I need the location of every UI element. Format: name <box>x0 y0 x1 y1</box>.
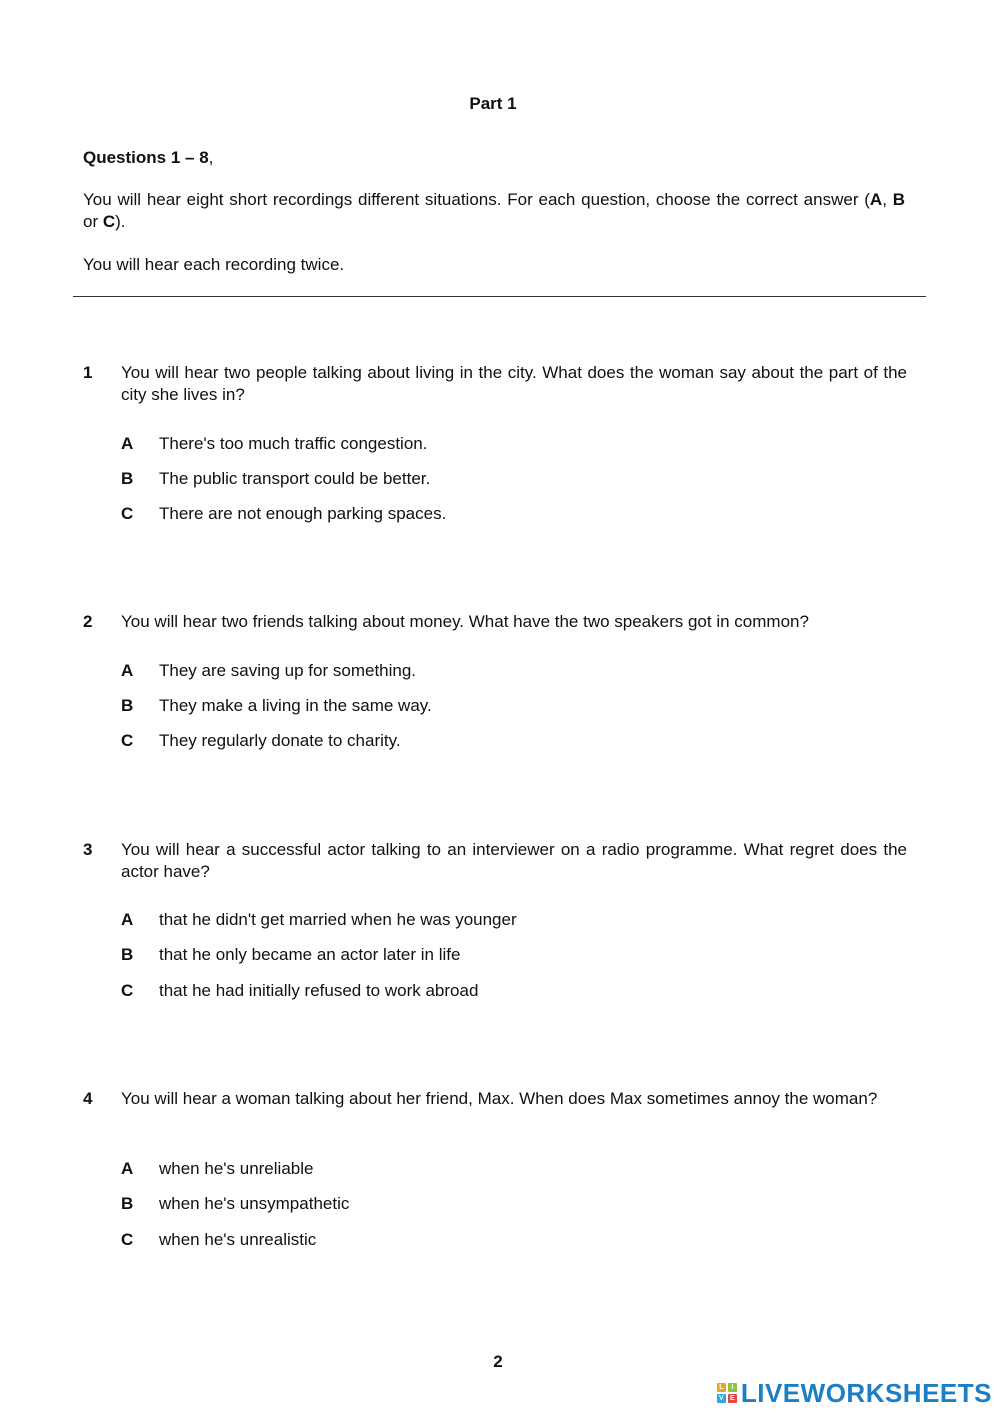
option-a[interactable] <box>121 660 881 682</box>
option-a[interactable] <box>121 909 881 931</box>
option-text: when he's unsympathetic <box>159 1194 350 1213</box>
instructions-letter-b: B <box>892 190 905 209</box>
brand-text: LIVEWORKSHEETS <box>740 1377 992 1408</box>
option-letter: C <box>121 504 134 523</box>
option-b[interactable] <box>121 944 881 966</box>
instructions-sep-2: or <box>83 212 103 231</box>
option-letter: C <box>121 1230 134 1249</box>
questions-heading <box>83 148 213 168</box>
option-a[interactable] <box>121 1158 881 1180</box>
option-text: There are not enough parking spaces. <box>159 504 447 523</box>
option-letter: C <box>121 981 134 1000</box>
logo-cell-e: E <box>728 1394 737 1403</box>
question-number: 1 <box>83 363 93 382</box>
questions-range: Questions 1 – 8 <box>83 148 209 167</box>
question-number: 2 <box>83 612 93 631</box>
option-letter: A <box>121 1159 134 1178</box>
option-text: They are saving up for something. <box>159 661 417 680</box>
option-letter: B <box>121 469 134 488</box>
option-letter: A <box>121 434 134 453</box>
question-text: You will hear a successful actor talking to an interviewer on a radio programme. What regret does the actor have? <box>121 840 907 881</box>
divider-line <box>73 296 926 297</box>
option-text: when he's unrealistic <box>159 1230 317 1249</box>
option-text: They make a living in the same way. <box>159 696 432 715</box>
instructions-text: You will hear eight short recordings different situations. For each question, choose the correct answer ( <box>83 190 870 209</box>
logo-cell-i: I <box>728 1383 737 1392</box>
option-letter: C <box>121 731 134 750</box>
option-letter: B <box>121 945 134 964</box>
question-number: 4 <box>83 1089 93 1108</box>
question-text: You will hear a woman talking about her friend, Max. When does Max sometimes annoy the woman? <box>121 1089 878 1108</box>
option-text: There's too much traffic congestion. <box>159 434 428 453</box>
recording-note: You will hear each recording twice. <box>83 255 345 274</box>
option-c[interactable] <box>121 503 881 525</box>
option-letter: A <box>121 661 134 680</box>
logo-cell-l: L <box>717 1383 726 1392</box>
liveworksheets-logo-icon <box>717 1383 737 1403</box>
question-number: 3 <box>83 840 93 859</box>
option-b[interactable] <box>121 695 881 717</box>
instructions-letter-c: C <box>102 212 116 231</box>
option-a[interactable] <box>121 433 881 455</box>
logo-cell-v: V <box>717 1394 726 1403</box>
option-text: that he had initially refused to work abroad <box>159 981 479 1000</box>
option-c[interactable] <box>121 730 881 752</box>
option-c[interactable] <box>121 980 881 1002</box>
page-number: 2 <box>493 1352 503 1371</box>
option-text: that he only became an actor later in life <box>159 945 461 964</box>
instructions-sep-1: , <box>882 190 893 209</box>
part-title: Part 1 <box>469 94 517 113</box>
option-text: The public transport could be better. <box>159 469 431 488</box>
questions-heading-suffix: , <box>208 148 214 167</box>
option-letter: B <box>121 696 134 715</box>
option-b[interactable] <box>121 1193 881 1215</box>
instructions-end: ). <box>115 212 126 231</box>
option-c[interactable] <box>121 1229 881 1251</box>
option-letter: B <box>121 1194 134 1213</box>
option-b[interactable] <box>121 468 881 490</box>
question-text: You will hear two people talking about living in the city. What does the woman say about the part of the city she lives in? <box>121 363 907 404</box>
instructions-letter-a: A <box>869 190 883 209</box>
option-text: when he's unreliable <box>159 1159 314 1178</box>
liveworksheets-logo[interactable] <box>717 1378 992 1408</box>
option-text: They regularly donate to charity. <box>159 731 401 750</box>
instructions <box>83 189 905 233</box>
option-text: that he didn't get married when he was younger <box>159 910 517 929</box>
question-text: You will hear two friends talking about money. What have the two speakers got in common? <box>121 612 809 631</box>
option-letter: A <box>121 910 134 929</box>
